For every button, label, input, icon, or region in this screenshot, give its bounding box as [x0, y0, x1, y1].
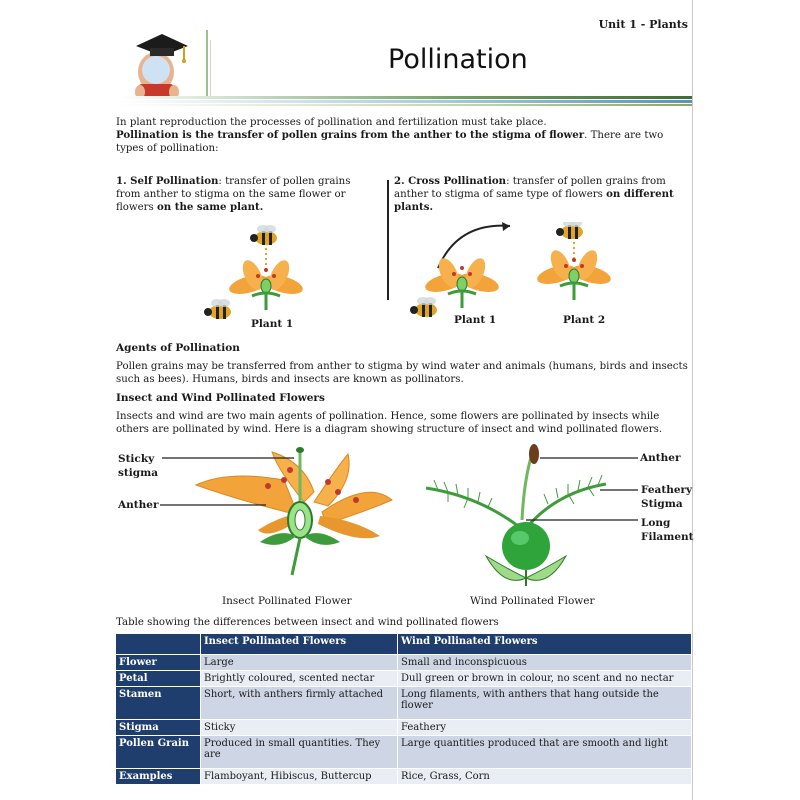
table-cell: Short, with anthers firmly attached: [201, 687, 398, 720]
pollination-types-figure: [108, 222, 692, 322]
table-cell: Long filaments, with anthers that hang outside the flower: [398, 687, 692, 720]
table-cell: Flamboyant, Hibiscus, Buttercup: [201, 769, 398, 785]
unit-label: Unit 1 - Plants: [598, 18, 688, 31]
row-header: Petal: [116, 671, 201, 687]
intro-line: In plant reproduction the processes of pollination and fertilization must take place.: [116, 117, 547, 128]
comparison-table: [115, 633, 692, 785]
cross-pollination-label: 2. Cross Pollination: [394, 175, 507, 187]
table-cell: Rice, Grass, Corn: [398, 769, 692, 785]
table-header-row: [116, 634, 692, 655]
table-header-insect: Insect Pollinated Flowers: [201, 634, 398, 655]
table-cell: Brightly coloured, scented nectar: [201, 671, 398, 687]
pollination-definition: Pollination is the transfer of pollen grains from the anther to the stigma of flower: [116, 129, 585, 141]
table-row: [116, 720, 692, 736]
header-divider-thin: [210, 40, 211, 96]
table-cell: Large: [201, 655, 398, 671]
insect-flower-illustration: [196, 447, 392, 575]
row-header: Stamen: [116, 687, 201, 720]
table-caption: Table showing the differences between insect and wind pollinated flowers: [116, 617, 499, 628]
bee-icon: [250, 225, 277, 245]
table-header-blank: [116, 634, 201, 655]
feathery-stigma-label: Feathery Stigma: [641, 484, 693, 510]
table-row: [116, 671, 692, 687]
table-row: [116, 769, 692, 785]
intro-paragraph: [116, 116, 690, 155]
wind-flower-illustration: [426, 444, 606, 586]
worksheet-page: [108, 0, 693, 800]
bee-icon: [410, 297, 437, 317]
table-row: [116, 736, 692, 769]
long-filament-label: Long Filament: [641, 517, 694, 543]
graduate-mascot-logo: [128, 30, 190, 100]
row-header: Flower: [116, 655, 201, 671]
anther-right-label: Anther: [640, 452, 681, 464]
wind-flower-caption: Wind Pollinated Flower: [470, 595, 595, 607]
insect-wind-heading: Insect and Wind Pollinated Flowers: [116, 392, 325, 404]
sticky-stigma-label: Sticky stigma: [118, 453, 159, 479]
bee-icon: [204, 299, 231, 319]
row-header: Pollen Grain: [116, 736, 201, 769]
row-header: Stigma: [116, 720, 201, 736]
self-pollination-label: 1. Self Pollination: [116, 175, 219, 187]
table-cell: Dull green or brown in colour, no scent and no nectar: [398, 671, 692, 687]
self-pollination-text: 1. Self Pollination: transfer of pollen grains from anther to stigma on the same flower or flowers on the same plant.: [116, 175, 351, 213]
plant1-self-label: Plant 1: [251, 318, 294, 330]
table-cell: Large quantities produced that are smooth and light: [398, 736, 692, 769]
definition-rest: . There are two types of pollination:: [116, 130, 664, 154]
row-header: Examples: [116, 769, 201, 785]
decorative-band: [118, 96, 692, 108]
insect-flower-caption: Insect Pollinated Flower: [222, 595, 352, 607]
anther-left-label: Anther: [118, 499, 159, 511]
table-header-wind: Wind Pollinated Flowers: [398, 634, 692, 655]
header-divider: [206, 30, 208, 96]
table-row: [116, 655, 692, 671]
bee-icon: [556, 222, 583, 239]
table-cell: Small and inconspicuous: [398, 655, 692, 671]
cross-flower-2-icon: [535, 247, 613, 300]
plant1-cross-label: Plant 1: [454, 314, 497, 326]
self-flower-icon: [227, 257, 305, 310]
cross-pollination-text: 2. Cross Pollination: transfer of pollen grains from anther to stigma of same type of flowers on different plants.: [394, 175, 674, 213]
flower-structure-diagram: [108, 440, 692, 600]
table-cell: Sticky: [201, 720, 398, 736]
table-cell: Feathery: [398, 720, 692, 736]
insect-wind-paragraph: Insects and wind are two main agents of pollination. Hence, some flowers are pollinated by insects while others are pollinated by wind. Here is a diagram showing structure of insect and wind pollinated flowers.: [116, 411, 663, 435]
agents-heading: Agents of Pollination: [116, 342, 240, 354]
table-cell: Produced in small quantities. They are: [201, 736, 398, 769]
page-title: Pollination: [388, 44, 528, 75]
plant2-cross-label: Plant 2: [563, 314, 606, 326]
agents-paragraph: Pollen grains may be transferred from anther to stigma by wind water and animals (humans, birds and insects such as bees). Humans, birds and insects are known as pollinators.: [116, 361, 688, 385]
table-row: [116, 687, 692, 720]
